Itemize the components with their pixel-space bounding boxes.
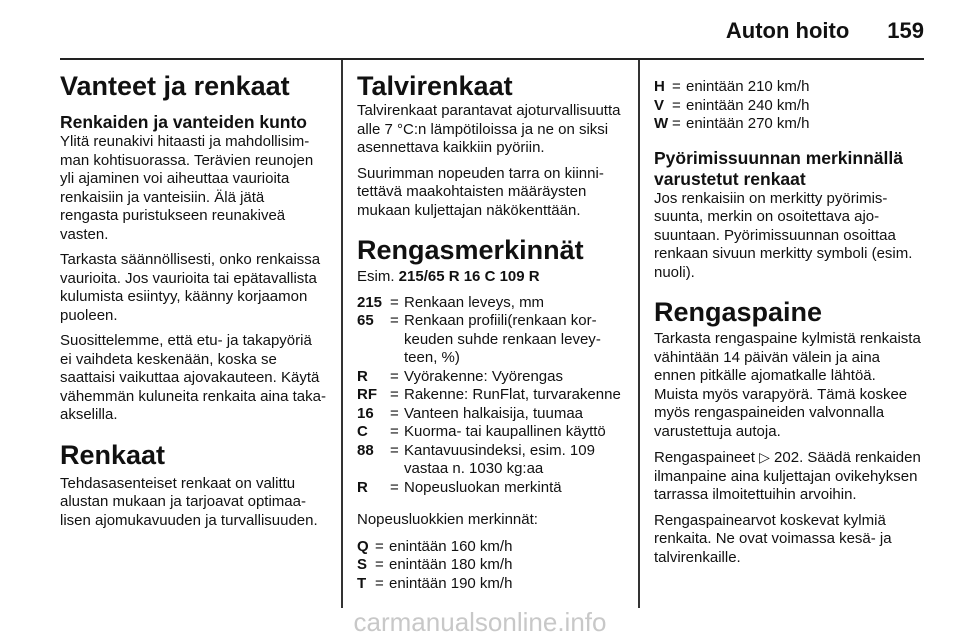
term: R <box>357 367 368 385</box>
text-run: . Säädä renkaiden ilmanpaine aina kuljettajan ovikehyksen tarrassa ilmoitettuihin arvoihin. <box>654 449 921 503</box>
speed-class-list <box>654 78 924 134</box>
list-item: 16 = Vanteen halkaisija, tuumaa <box>357 405 625 424</box>
definition: enintään 240 km/h <box>686 96 810 114</box>
term: S <box>357 556 368 573</box>
term: 215 <box>357 293 383 311</box>
term: 88 <box>357 441 374 459</box>
definition: Rakenne: RunFlat, turvarakenne <box>404 386 621 403</box>
list-item: T = enintään 190 km/h <box>357 575 625 594</box>
list-item: 215 = Renkaan leveys, mm <box>357 294 625 313</box>
page-reference-arrow-icon: ▷ <box>759 449 770 465</box>
definition: Kuorma- tai kaupallinen käyttö <box>404 423 606 440</box>
term: 16 <box>357 404 374 422</box>
section-heading: Rengaspaine <box>654 297 823 327</box>
column-divider-1 <box>341 60 343 608</box>
definition: Renkaan leveys, mm <box>404 293 545 311</box>
page-number: 159 <box>887 18 924 43</box>
term: V <box>654 96 665 114</box>
definition: enintään 160 km/h <box>389 537 513 555</box>
definition: enintään 190 km/h <box>389 574 513 592</box>
term: W <box>654 115 669 132</box>
term: T <box>357 574 367 592</box>
subheading: Pyörimissuunnan merkinnällä varustetut renkaat <box>654 147 903 189</box>
paragraph <box>654 448 924 505</box>
list-item: Q = enintään 160 km/h <box>357 538 625 557</box>
term: C <box>357 423 368 440</box>
definition: Vyörakenne: Vyörengas <box>404 367 563 385</box>
term: Q <box>357 537 369 555</box>
definition: Kantavuusindeksi, esim. 109 vastaa n. 1030 kg:aa <box>404 441 595 477</box>
watermark: carmanualsonline.info <box>353 607 607 637</box>
paragraph: Suosittelemme, että etu- ja takapyöriä ei vaihdeta keskenään, koska se saattaisi vaikuttaa ajovakauteen. Käytä vähemmän kuluneita renkaita aina taka-akselilla. <box>60 332 326 423</box>
definition: Renkaan profiili(renkaan korkeuden suhde renkaan leveyteen, %) <box>404 312 601 366</box>
paragraph: Tehdasasenteiset renkaat on valittu alustan mukaan ja tarjoavat optimaalisen ajomukavuuden ja turvallisuuden. <box>60 474 318 529</box>
header-rule <box>60 58 924 60</box>
list-item: 65 = Renkaan profiili(renkaan korkeuden suhde renkaan leveyteen, %) <box>357 312 625 368</box>
tire-marking-list <box>357 294 625 498</box>
paragraph: Ylitä reunakivi hitaasti ja mahdollisimman kohtisuorassa. Terävien reunojen yli ajaminen voi aiheuttaa vaurioita renkaisiin ja vanteisiin. Älä jätä rengasta puristukseen reunakiveä vasten. <box>60 133 314 243</box>
list-item: R = Nopeusluokan merkintä <box>357 479 625 498</box>
column-divider-2 <box>638 60 640 608</box>
paragraph: Rengaspainearvot koskevat kylmiä renkaita. Ne ovat voimassa kesä- ja talvirenkaille. <box>654 511 892 566</box>
definition: enintään 210 km/h <box>686 78 810 95</box>
page-reference[interactable]: 202 <box>774 449 800 466</box>
section-heading: Vanteet ja renkaat <box>60 71 290 101</box>
definition: Nopeusluokan merkintä <box>404 478 562 496</box>
definition: enintään 270 km/h <box>686 115 810 132</box>
section-heading: Renkaat <box>60 439 166 470</box>
example-code: 215/65 R 16 C 109 R <box>398 268 540 285</box>
paragraph: Tarkasta rengaspaine kylmistä renkaista vähintään 14 päivän välein ja aina ennen pitkälle ajomatkalle lähtöä. Muista myös varapyörä. Tämä koskee myös rengaspaineiden valvonnalla varustettuja autoja. <box>654 330 921 440</box>
column-1 <box>60 70 326 537</box>
term: R <box>357 478 368 496</box>
section-heading: Talvirenkaat <box>357 71 513 101</box>
term: H <box>654 78 665 95</box>
list-item: RF = Rakenne: RunFlat, turvarakenne <box>357 386 625 405</box>
list-item: 88 = Kantavuusindeksi, esim. 109 vastaa n. 1030 kg:aa <box>357 442 625 479</box>
text-run: Rengaspaineet <box>654 449 755 466</box>
paragraph: Suurimman nopeuden tarra on kiinnitettävä maakohtaisten määräysten mukaan kuljettajan näkökenttään. <box>357 164 604 219</box>
list-item: V = enintään 240 km/h <box>654 97 924 116</box>
column-2 <box>357 70 625 599</box>
term: 65 <box>357 312 374 329</box>
paragraph: Tarkasta säännöllisesti, onko renkaissa vaurioita. Jos vaurioita tai epätavallista kulumista esiintyy, käänny korjaamon puoleen. <box>60 251 321 324</box>
section-heading: Rengasmerkinnät <box>357 235 584 265</box>
list-item: W = enintään 270 km/h <box>654 115 924 134</box>
list-item: R = Vyörakenne: Vyörengas <box>357 368 625 387</box>
example-prefix: Esim. <box>357 268 395 285</box>
page-header <box>726 18 924 44</box>
term: RF <box>357 386 377 403</box>
example-line <box>357 268 625 287</box>
list-item: C = Kuorma- tai kaupallinen käyttö <box>357 423 625 442</box>
definition: Vanteen halkaisija, tuumaa <box>404 404 584 422</box>
list-item: S = enintään 180 km/h <box>357 556 625 575</box>
list-item: H = enintään 210 km/h <box>654 78 924 97</box>
column-3 <box>654 78 924 574</box>
subheading: Renkaiden ja vanteiden kunto <box>60 112 307 132</box>
paragraph: Talvirenkaat parantavat ajoturvallisuutta alle 7 °C:n lämpötiloissa ja ne on siksi asennettava kaikkiin pyöriin. <box>357 102 621 156</box>
paragraph: Nopeusluokkien merkinnät: <box>357 511 538 528</box>
speed-class-list <box>357 538 625 594</box>
definition: enintään 180 km/h <box>389 556 513 573</box>
paragraph: Jos renkaisiin on merkitty pyörimissuunta, merkin on osoitettava ajosuuntaan. Pyörimissuunnan osoittaa renkaan sivuun merkitty symboli (esim. nuoli). <box>654 189 913 281</box>
header-title: Auton hoito <box>725 18 850 43</box>
